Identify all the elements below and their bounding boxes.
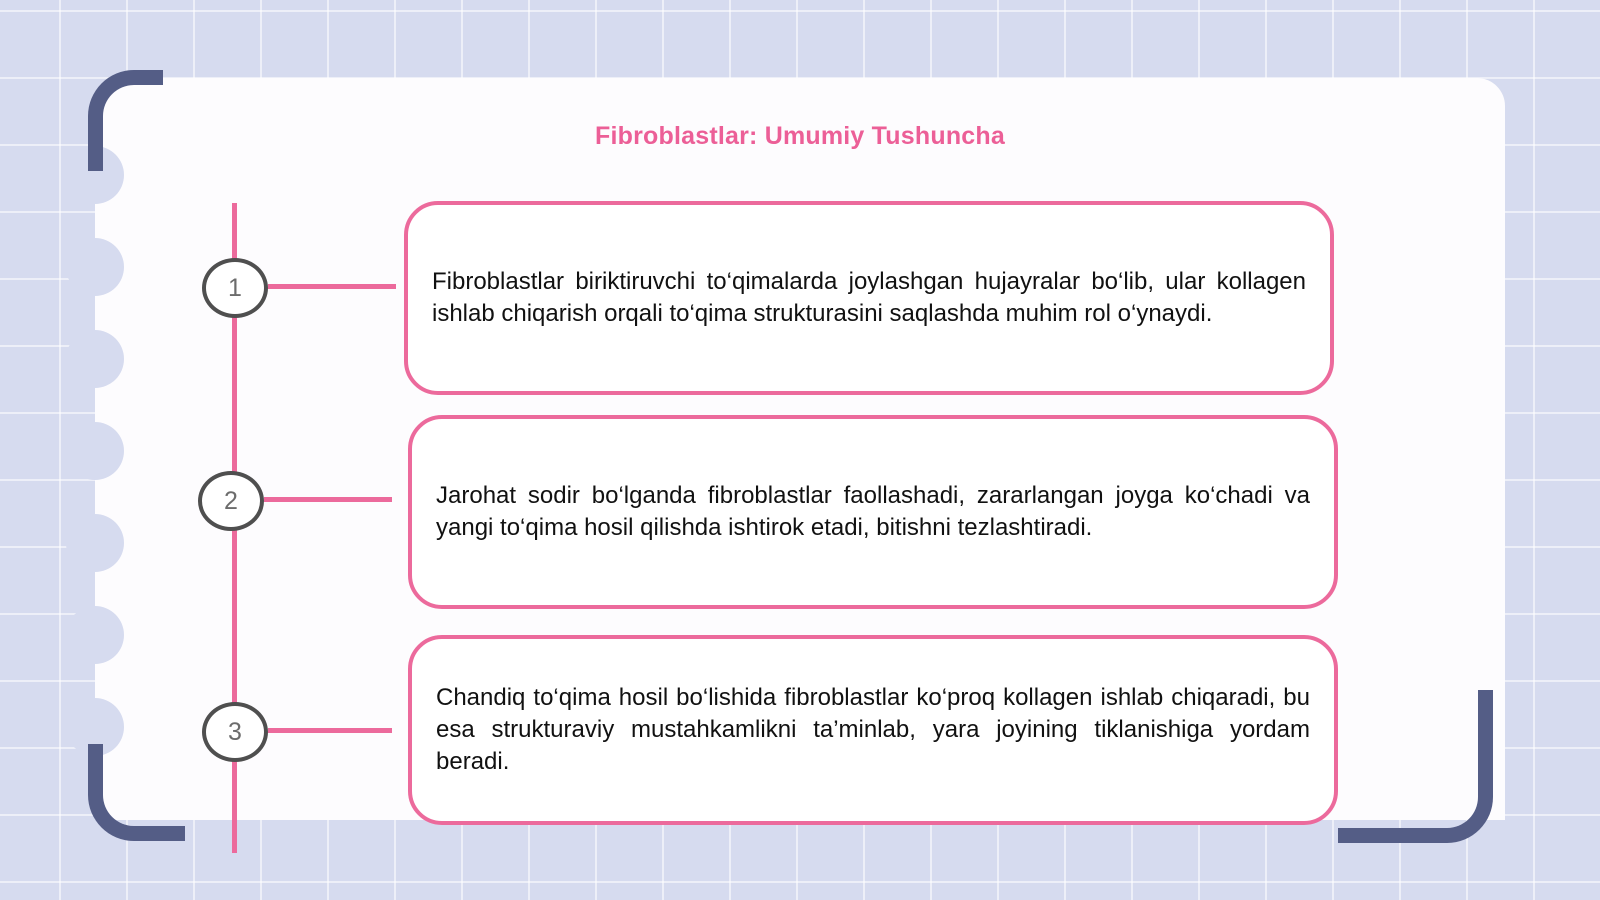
timeline-connector [264, 497, 392, 502]
timeline-card [408, 635, 1338, 825]
timeline-marker: 2 [198, 471, 264, 531]
timeline-card-text: Jarohat sodir bo‘lganda fibroblastlar faollashadi, zararlangan joyga ko‘chadi va yangi to‘qima hosil qilishda ishtirok etadi, bitishni tezlashtiradi. [436, 482, 1310, 541]
scallop-notch [66, 606, 124, 664]
corner-bracket-bottom-left [88, 744, 185, 841]
scallop-notch [66, 330, 124, 388]
timeline-connector [268, 284, 396, 289]
scallop-notch [66, 422, 124, 480]
timeline-marker: 3 [202, 702, 268, 762]
timeline-card [408, 415, 1338, 609]
scallop-notch [66, 514, 124, 572]
corner-bracket-bottom-right [1338, 690, 1493, 843]
timeline-card-text: Fibroblastlar biriktiruvchi to‘qimalarda joylashgan hujayralar bo‘lib, ular kollagen ishlab chiqarish orqali to‘qima strukturasini saqlashda muhim rol o‘ynaydi. [432, 268, 1306, 327]
corner-bracket-top-left [88, 70, 163, 171]
timeline-marker: 1 [202, 258, 268, 318]
slide-title: Fibroblastlar: Umumiy Tushuncha [595, 122, 1005, 150]
scallop-notch [66, 238, 124, 296]
timeline-card-text: Chandiq to‘qima hosil bo‘lishida fibroblastlar ko‘proq kollagen ishlab chiqaradi, bu esa strukturaviy mustahkamlikni ta’minlab, yara joyining tiklanishiga yordam beradi. [436, 684, 1310, 775]
timeline-connector [268, 728, 392, 733]
timeline-card [404, 201, 1334, 395]
